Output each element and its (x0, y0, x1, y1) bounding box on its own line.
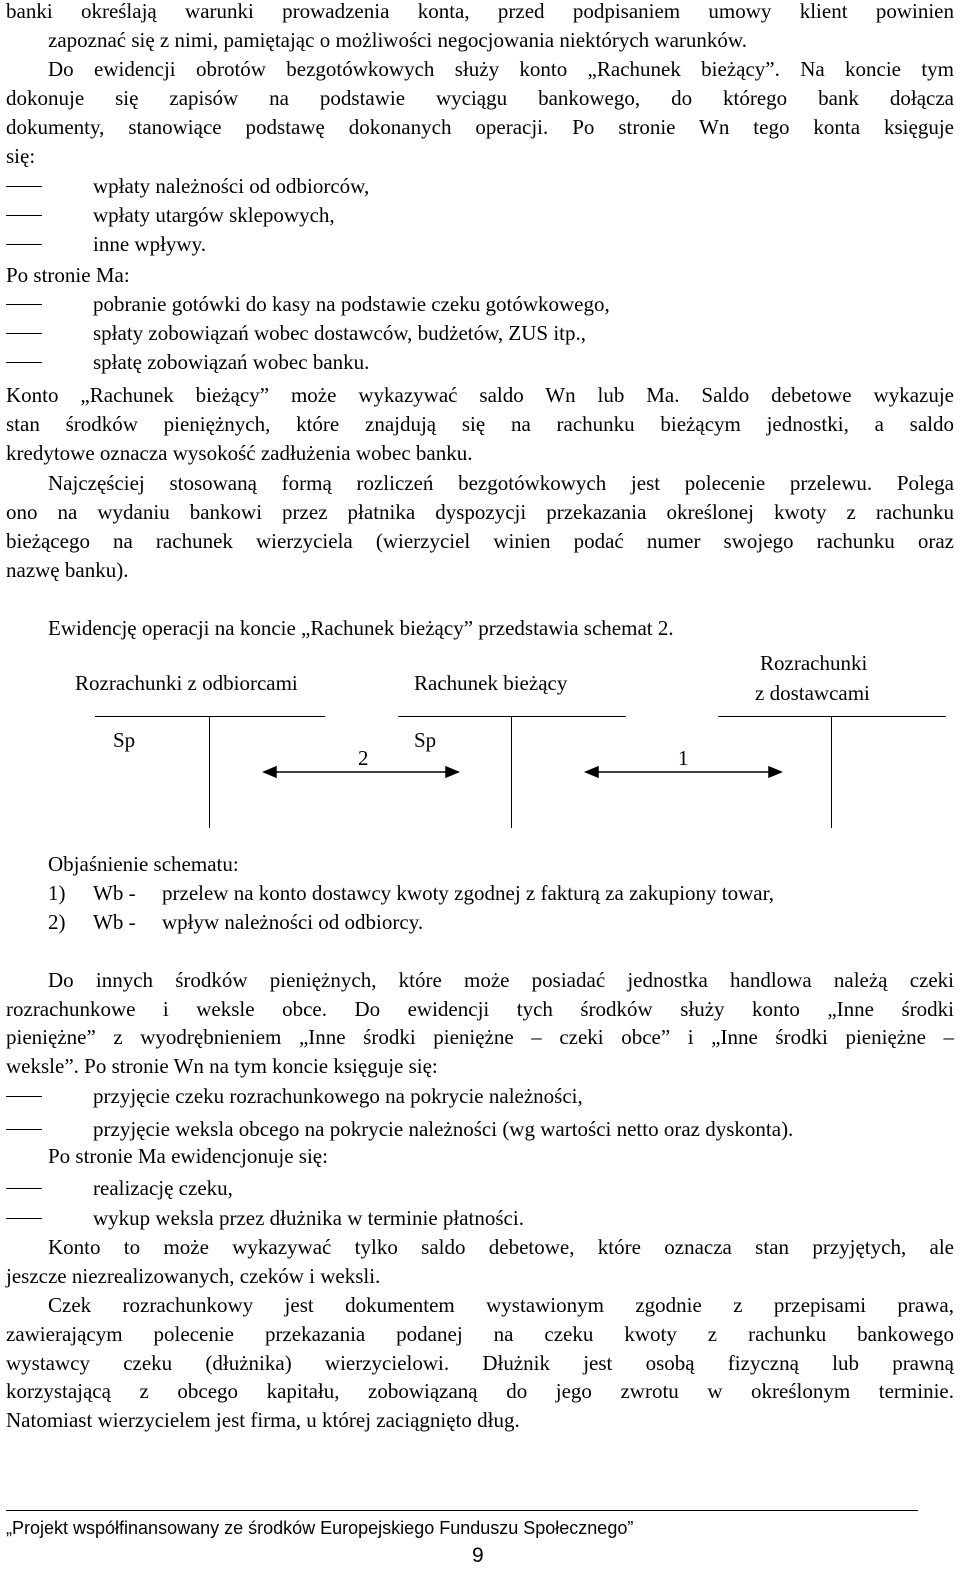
text-line: weksle”. Po stronie Wn na tym koncie księguje się: (6, 1054, 438, 1078)
text-line: się: (6, 144, 36, 168)
arrow-head-left (586, 767, 598, 777)
list-item: przyjęcie czeku rozrachunkowego na pokrycie należności, (93, 1084, 583, 1108)
account-title-payables-2: z dostawcami (755, 681, 870, 705)
list-item: przyjęcie weksla obcego na pokrycie należności (wg wartości netto oraz dyskonta). (93, 1117, 794, 1141)
explanation-text: przelew na konto dostawcy kwoty zgodnej z fakturą za zakupiony towar, (162, 881, 775, 905)
page-number: 9 (472, 1544, 484, 1567)
arrow-label-2: 2 (358, 746, 369, 770)
list-item: realizację czeku, (93, 1176, 233, 1200)
arrow-head-right (769, 767, 781, 777)
explanation-code: Wb - (93, 881, 136, 905)
explanation-num: 2) (48, 910, 66, 934)
text-line: zapoznać się z nimi, pamiętając o możliwości negocjowania niektórych warunków. (48, 28, 747, 52)
account-title-current: Rachunek bieżący (414, 671, 568, 695)
text-line: banki określają warunki prowadzenia konta, przed podpisaniem umowy klient powinien (6, 0, 954, 23)
text-line: rozrachunkowe i weksle obce. Do ewidencji tych środków służy konto „Inne środki (6, 997, 954, 1021)
text-line: bieżącego na rachunek wierzyciela (wierzyciel winien podać numer swojego rachunku oraz (6, 529, 954, 553)
text-line: kredytowe oznacza wysokość zadłużenia wobec banku. (6, 441, 473, 465)
list-item: inne wpływy. (93, 232, 206, 256)
footer-rule (6, 1510, 918, 1511)
list-dash (6, 1218, 42, 1219)
opening-balance-2: Sp (414, 728, 437, 752)
opening-balance-1: Sp (113, 728, 136, 752)
text-line: Najczęściej stosowaną formą rozliczeń bezgotówkowych jest polecenie przelewu. Polega (48, 471, 954, 495)
text-line: zawierającym polecenie przekazania podanej na czeku kwoty z rachunku bankowego (6, 1322, 954, 1346)
text-line: pieniężne” z wyodrębnieniem „Inne środki pieniężne – czeki obce” i „Inne środki pieniężne – (6, 1025, 954, 1049)
text-line: Do ewidencji obrotów bezgotówkowych służy konto „Rachunek bieżący”. Na koncie tym (48, 57, 954, 81)
explanation-title: Objaśnienie schematu: (48, 852, 239, 876)
text-line: dokonuje się zapisów na podstawie wyciągu bankowego, do którego bank dołącza (6, 86, 954, 110)
text-line: Czek rozrachunkowy jest dokumentem wystawionym zgodnie z przepisami prawa, (48, 1293, 954, 1317)
list-dash (6, 1188, 42, 1189)
text-line: Do innych środków pieniężnych, które może posiadać jednostka handlowa należą czeki (48, 968, 954, 992)
text-line: ono na wydaniu bankowi przez płatnika dyspozycji przekazania określonej kwoty z rachunku (6, 500, 954, 524)
account-title-payables-1: Rozrachunki (760, 651, 868, 675)
explanation-num: 1) (48, 881, 66, 905)
list-item: spłaty zobowiązań wobec dostawców, budżetów, ZUS itp., (93, 321, 586, 345)
text-line: stan środków pieniężnych, które znajdują się na rachunku bieżącym jednostki, a saldo (6, 412, 954, 436)
explanation-code: Wb - (93, 910, 136, 934)
explanation-text: wpływ należności od odbiorcy. (162, 910, 424, 934)
text-line: nazwę banku). (6, 558, 129, 582)
section-heading: Po stronie Ma: (6, 263, 130, 287)
text-line: Konto „Rachunek bieżący” może wykazywać saldo Wn lub Ma. Saldo debetowe wykazuje (6, 383, 954, 407)
text-line: jeszcze niezrealizowanych, czeków i weksli. (6, 1264, 381, 1288)
list-dash (6, 1129, 42, 1130)
arrow-head-right (446, 767, 458, 777)
list-item: wpłaty należności od odbiorców, (93, 174, 370, 198)
account-title-receivables: Rozrachunki z odbiorcami (75, 671, 298, 695)
footer-project-note: „Projekt współfinansowany ze środków Europejskiego Funduszu Społecznego” (6, 1518, 634, 1538)
text-line: korzystającą z obcego kapitału, zobowiązaną do jego zwrotu w określonym terminie. (6, 1379, 954, 1403)
text-line: Konto to może wykazywać tylko saldo debetowe, które oznacza stan przyjętych, ale (48, 1235, 954, 1259)
list-item: wpłaty utargów sklepowych, (93, 203, 335, 227)
arrow-label-1: 1 (678, 746, 689, 770)
section-heading: Po stronie Ma ewidencjonuje się: (48, 1144, 328, 1168)
text-line: dokumenty, stanowiące podstawę dokonanych operacji. Po stronie Wn tego konta księguje (6, 115, 954, 139)
arrow-head-left (264, 767, 276, 777)
text-line: wystawcy czeku (dłużnika) wierzycielowi. Dłużnik jest osobą fizyczną lub prawną (6, 1351, 954, 1375)
list-item: spłatę zobowiązań wobec banku. (93, 350, 370, 374)
list-dash (6, 1096, 42, 1097)
schema-intro: Ewidencję operacji na koncie „Rachunek bieżący” przedstawia schemat 2. (48, 616, 674, 640)
list-item: wykup weksla przez dłużnika w terminie płatności. (93, 1206, 524, 1230)
list-item: pobranie gotówki do kasy na podstawie czeku gotówkowego, (93, 292, 610, 316)
text-line: Natomiast wierzycielem jest firma, u której zaciągnięto dług. (6, 1408, 520, 1432)
